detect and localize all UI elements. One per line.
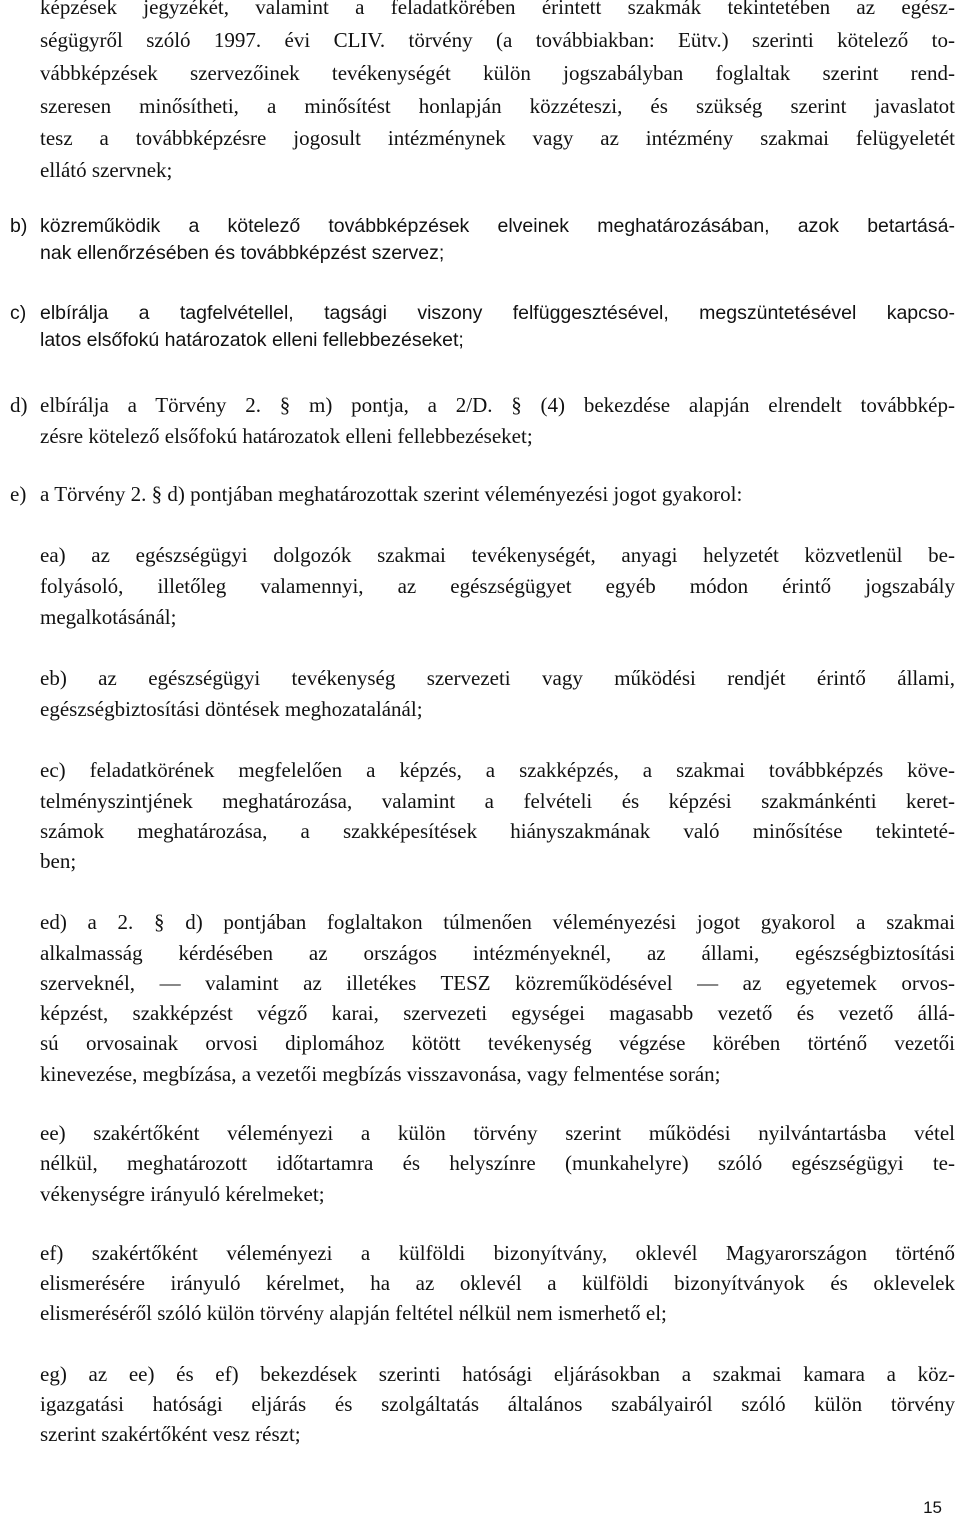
text-line: ben;: [40, 849, 77, 873]
item-label: d): [10, 393, 28, 417]
text-line: eb) az egészségügyi tevékenység szervezeti vagy működési rendjét érintő állami,: [40, 666, 955, 690]
text-line: elbírálja a Törvény 2. § m) pontja, a 2/D. § (4) bekezdése alapján elrendelt továbbkép-: [40, 393, 955, 417]
text-line: vékenységre irányuló kérelmeket;: [40, 1182, 325, 1206]
text-line: latos elsőfokú határozatok elleni fellebbezéseket;: [40, 329, 464, 351]
text-line: eg) az ee) és ef) bekezdések szerinti hatósági eljárásokban a szakmai kamara a köz-: [40, 1362, 955, 1386]
text-line: szerveknél, — valamint az illetékes TESZ közreműködésével — az egyetemek orvos-: [40, 971, 955, 995]
text-line: elismeréséről szóló külön törvény alapján feltétel nélkül nem ismerhető el;: [40, 1301, 667, 1325]
text-line: ec) feladatkörének megfelelően a képzés, a szakképzés, a szakmai továbbképzés köve-: [40, 758, 955, 782]
text-line: elismerésére irányuló kérelmet, ha az oklevél a külföldi bizonyítványok és oklevelek: [40, 1271, 955, 1295]
text-line: ea) az egészségügyi dolgozók szakmai tevékenységét, anyagi helyzetét közvetlenül be-: [40, 543, 955, 567]
text-line: szeresen minősítheti, a minősítést honlapján közzéteszi, és szükség szerint javaslatot: [40, 94, 955, 118]
text-line: szerint szakértőként vesz részt;: [40, 1422, 301, 1446]
text-line: képzések jegyzékét, valamint a feladatkörében érintett szakmák tekintetében az egész-: [40, 0, 955, 19]
text-line: vábbképzések szervezőinek tevékenységét külön jogszabályban foglaltak szerint rend-: [40, 61, 955, 85]
text-line: igazgatási hatósági eljárás és szolgáltatás általános szabályairól szóló külön törvény: [40, 1392, 955, 1416]
text-line: ed) a 2. § d) pontjában foglaltakon túlmenően véleményezési jogot gyakorol a szakmai: [40, 910, 955, 934]
text-line: ee) szakértőként véleményezi a külön törvény szerint működési nyilvántartásba vétel: [40, 1121, 955, 1145]
text-line: közreműködik a kötelező továbbképzések elveinek meghatározásában, azok betartásá-: [40, 215, 955, 237]
text-line: nak ellenőrzésében és továbbképzést szervez;: [40, 242, 445, 264]
text-line: a Törvény 2. § d) pontjában meghatározottak szerint véleményezési jogot gyakorol:: [40, 482, 743, 506]
text-line: megalkotásánál;: [40, 605, 177, 629]
item-label: b): [10, 215, 28, 237]
text-line: elbírálja a tagfelvétellel, tagsági viszony felfüggesztésével, megszüntetésével kapcso-: [40, 302, 955, 324]
item-label: e): [10, 482, 27, 506]
text-line: képzést, szakképzést végző karai, szervezeti egységei magasabb vezető és vezető állá-: [40, 1001, 955, 1025]
page-number: 15: [923, 1498, 942, 1517]
text-line: egészségbiztosítási döntések meghozatalánál;: [40, 697, 423, 721]
text-line: tesz a továbbképzésre jogosult intézménynek vagy az intézmény szakmai felügyeletét: [40, 126, 955, 150]
text-line: zésre kötelező elsőfokú határozatok elleni fellebbezéseket;: [40, 424, 533, 448]
text-line: sú orvosainak orvosi diplomához kötött tevékenység végzése körében történő vezetői: [40, 1031, 955, 1055]
text-line: telményszintjének meghatározása, valamint a felvételi és képzési szakmánkénti keret-: [40, 789, 955, 813]
text-line: ellátó szervnek;: [40, 158, 173, 182]
text-line: alkalmasság kérdésében az országos intézményeknél, az állami, egészségbiztosítási: [40, 941, 955, 965]
text-line: kinevezése, megbízása, a vezetői megbízás visszavonása, vagy felmentése során;: [40, 1062, 721, 1086]
text-line: folyásoló, illetőleg valamennyi, az egészségügyet egyéb módon érintő jogszabály: [40, 574, 955, 598]
item-label: c): [10, 302, 27, 324]
text-line: ef) szakértőként véleményezi a külföldi bizonyítvány, oklevél Magyarországon történő: [40, 1241, 955, 1265]
text-line: nélkül, meghatározott időtartamra és helyszínre (munkahelyre) szóló egészségügyi te-: [40, 1151, 955, 1175]
text-line: számok meghatározása, a szakképesítések hiányszakmának való minősítése tekinteté-: [40, 819, 955, 843]
text-line: ségügyről szóló 1997. évi CLIV. törvény (a továbbiakban: Eütv.) szerinti kötelező to-: [40, 28, 955, 52]
